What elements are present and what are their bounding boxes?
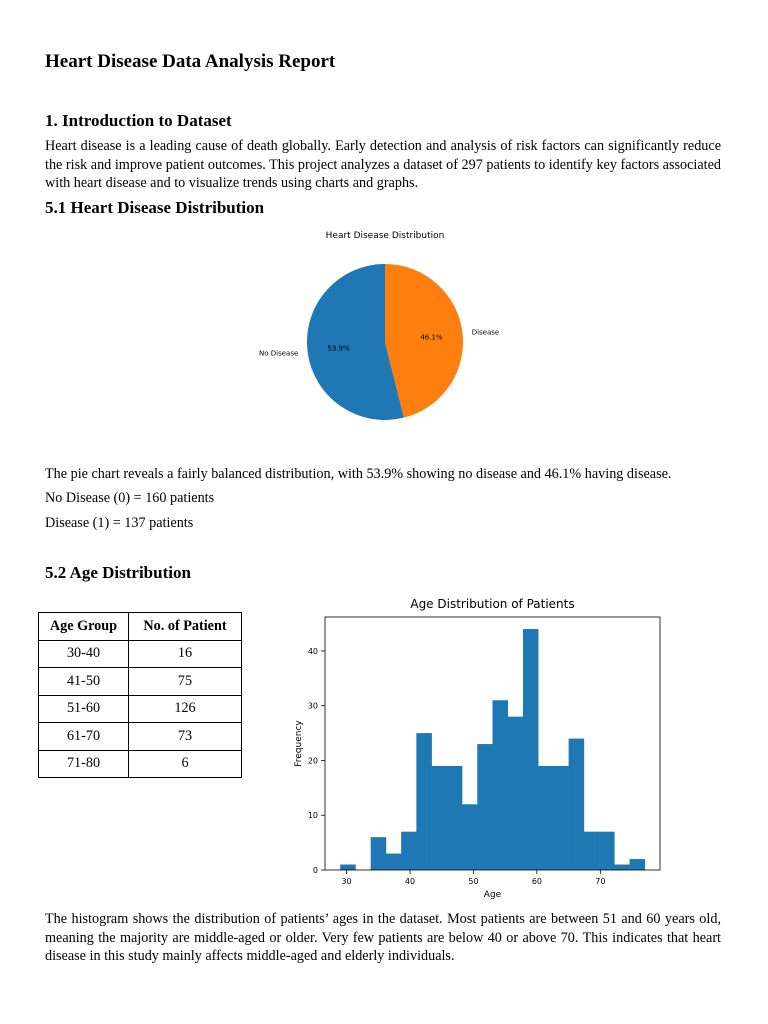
table-cell-count: 73 [129, 723, 242, 751]
table-cell-age-group: 41-50 [39, 668, 129, 696]
histogram-bar [523, 629, 539, 870]
pie-summary-text: The pie chart reveals a fairly balanced distribution, with 53.9% showing no disease and 46.1% having disease. [45, 466, 672, 482]
table-row [39, 668, 242, 696]
no-disease-count: No Disease (0) = 160 patients [45, 490, 215, 506]
histogram-bar [508, 717, 524, 870]
table-header-patient-count: No. of Patient [129, 613, 242, 641]
histogram-bar [553, 766, 569, 870]
histogram-bar [447, 766, 463, 870]
histogram-bar [416, 733, 432, 870]
table-cell-age-group: 71-80 [39, 750, 129, 778]
table-row [39, 723, 242, 751]
histogram-bar [371, 837, 387, 870]
section-heading-age-distribution: 5.2 Age Distribution [45, 563, 191, 582]
x-axis-label: Age [483, 890, 502, 900]
table-row [39, 750, 242, 778]
section-heading-heart-disease-distribution: 5.1 Heart Disease Distribution [45, 198, 265, 217]
table-cell-count: 75 [129, 668, 242, 696]
histogram-bar [569, 739, 585, 870]
histogram-paragraph: The histogram shows the distribution of patients’ ages in the dataset. Most patients are between 51 and 60 years old, meaning the majority are middle-aged or older. Very few patients are below 40 or above 70. This indicates that heart disease in this study mainly affects middle-aged and elderly individuals. [45, 911, 721, 964]
table-header-row [39, 613, 242, 641]
table-row [39, 695, 242, 723]
table-cell-count: 6 [129, 750, 242, 778]
histogram-bar [386, 854, 402, 870]
table-cell-age-group: 30-40 [39, 640, 129, 668]
histogram-bar [599, 832, 615, 870]
y-tick-label: 0 [312, 866, 318, 875]
y-tick-label: 40 [307, 646, 318, 656]
y-tick-label: 20 [307, 756, 318, 766]
histogram-bar [538, 766, 554, 870]
x-tick-label: 70 [595, 877, 606, 886]
histogram-bar [614, 865, 630, 870]
pie-title: Heart Disease Distribution [325, 231, 445, 241]
histogram-bar [630, 859, 646, 870]
histogram-bar [477, 744, 493, 870]
x-tick-label: 40 [404, 877, 416, 886]
pie-percent-label: 46.1% [420, 333, 443, 342]
table-cell-age-group: 51-60 [39, 695, 129, 723]
disease-count: Disease (1) = 137 patients [45, 515, 194, 531]
age-group-table [38, 612, 242, 778]
table-header-age-group: Age Group [39, 613, 129, 641]
x-tick-label: 60 [531, 877, 543, 886]
x-tick-label: 50 [468, 877, 479, 886]
table-cell-age-group: 61-70 [39, 723, 129, 751]
y-tick-label: 10 [307, 811, 318, 821]
histogram-bar [401, 832, 417, 870]
section-heading-introduction: 1. Introduction to Dataset [45, 111, 232, 130]
histogram-title: Age Distribution of Patients [410, 597, 575, 611]
pie-percent-label: 53.9% [327, 344, 350, 353]
table-row [39, 640, 242, 668]
y-axis-label: Frequency [294, 720, 304, 767]
y-tick-label: 30 [307, 701, 318, 711]
histogram-bar [462, 804, 478, 870]
x-tick-label: 30 [341, 877, 352, 886]
pie-chart [245, 222, 520, 437]
age-histogram-chart [285, 590, 675, 905]
histogram-bar [340, 865, 356, 870]
introduction-paragraph: Heart disease is a leading cause of death globally. Early detection and analysis of risk factors can significantly reduce the risk and improve patient outcomes. This project analyzes a dataset of 297 patients to identify key factors associated with heart disease and to visualize trends using charts and graphs. [45, 138, 721, 191]
pie-category-label: Disease [471, 328, 500, 337]
report-title: Heart Disease Data Analysis Report [45, 51, 336, 72]
histogram-bar [432, 766, 448, 870]
table-cell-count: 126 [129, 695, 242, 723]
table-cell-count: 16 [129, 640, 242, 668]
pie-category-label: No Disease [259, 349, 299, 358]
histogram-bar [493, 700, 509, 870]
histogram-bar [584, 832, 600, 870]
